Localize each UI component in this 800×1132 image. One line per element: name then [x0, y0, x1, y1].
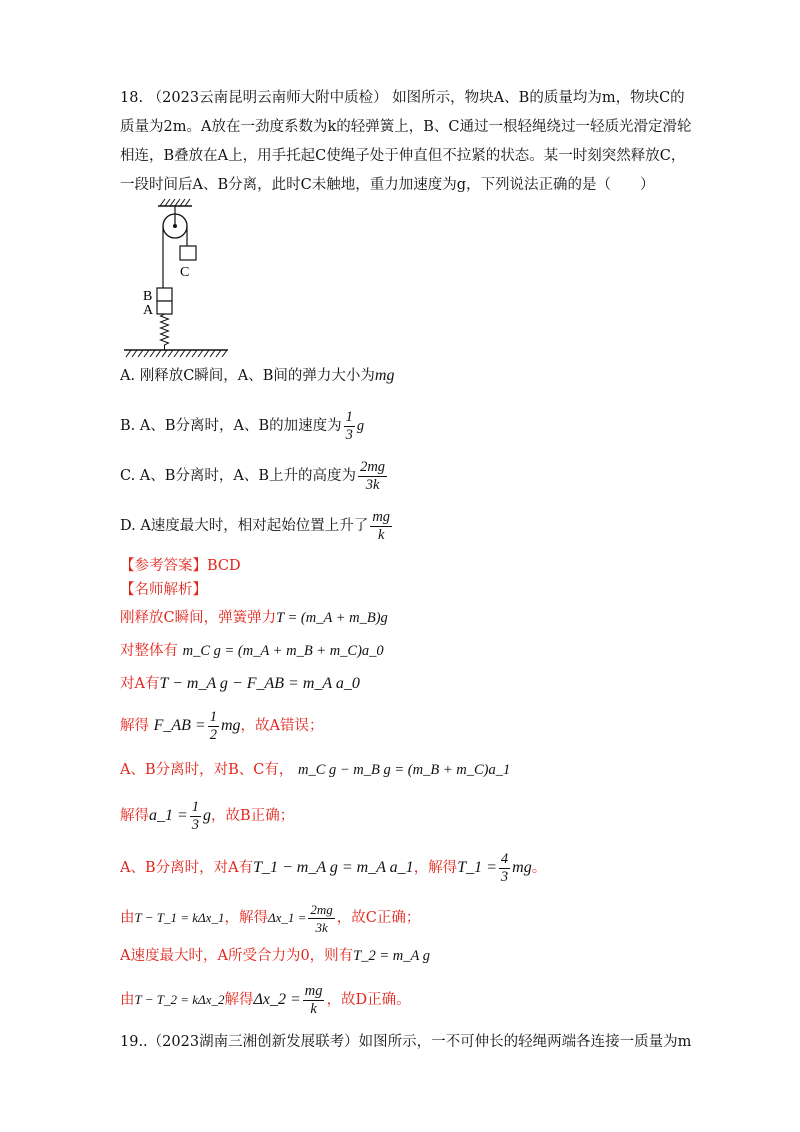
option-a — [120, 366, 394, 386]
step-end: 。 — [531, 860, 547, 876]
step-tail: g — [203, 807, 212, 824]
step-mid: 解得 — [224, 992, 254, 1008]
step-tail: mg — [512, 859, 532, 876]
option-b — [120, 406, 364, 446]
step-math: m_C g = (m_A + m_B + m_C)a_0 — [182, 643, 384, 659]
analysis-step-2 — [120, 641, 384, 661]
option-b-numerator: 1 — [345, 408, 353, 425]
step-text: A、B分离时，对A有 — [120, 860, 254, 876]
analysis-label: 【名师解析】 — [120, 582, 207, 598]
analysis-step-10 — [120, 980, 411, 1020]
option-b-text: B. A、B分离时，A、B的加速度为 — [120, 418, 342, 434]
step-text: 对A有 — [120, 676, 160, 692]
step-lhs: a_1 = — [149, 807, 188, 824]
step-math: m_C g − m_B g = (m_B + m_C)a_1 — [298, 762, 511, 778]
question-number: 18. — [120, 90, 144, 106]
option-c — [120, 456, 389, 496]
label-c: C — [180, 265, 190, 280]
step-text: 由 — [120, 992, 135, 1008]
question-19-line-1: 19..（2023湖南三湘创新发展联考）如图所示，一不可伸长的轻绳两端各连接一质量为m — [120, 1034, 692, 1050]
step-text: 解得 — [120, 808, 149, 824]
step-text: 对整体有 — [120, 643, 178, 659]
step-math: T − m_A g − F_AB = m_A a_0 — [159, 675, 360, 692]
pulley-diagram — [120, 196, 240, 366]
step-lhs: F_AB = — [153, 717, 206, 734]
analysis-step-8 — [120, 898, 420, 938]
question-18-line-2: 质量为2m。A放在一劲度系数为k的轻弹簧上，B、C通过一根轻绳绕过一轻质光滑定滑轮 — [120, 119, 692, 135]
step-numerator: 1 — [209, 708, 217, 725]
option-c-denominator: 3k — [365, 476, 380, 493]
step-end: ，故A错误； — [240, 718, 324, 734]
step-numerator: 4 — [500, 850, 509, 867]
step-text: 由 — [120, 910, 135, 926]
step-denominator: 3k — [315, 919, 328, 935]
analysis-step-1 — [120, 608, 388, 628]
option-c-numerator: 2mg — [360, 458, 386, 475]
option-b-tail: g — [356, 418, 365, 434]
option-d — [120, 506, 394, 546]
question-18-line-3: 相连，B叠放在A上，用手托起C使绳子处于伸直但不拉紧的状态。某一时刻突然释放C， — [120, 148, 686, 164]
option-d-numerator: mg — [372, 508, 391, 525]
step-end: ，故D正确。 — [326, 992, 411, 1008]
pulley-spring-figure — [120, 196, 240, 370]
step-lhs: Δx_2 = — [253, 991, 301, 1008]
step-numerator: mg — [304, 982, 323, 999]
option-a-math: mg — [374, 367, 395, 384]
analysis-step-6 — [120, 796, 294, 836]
question-18-line-4: 一段时间后A、B分离，此时C未触地，重力加速度为g，下列说法正确的是（ ） — [120, 177, 655, 193]
step-tail: mg — [220, 717, 241, 734]
analysis-step-3 — [120, 674, 360, 694]
step-math: T − T_2 = kΔx_2 — [134, 992, 225, 1007]
step-text: A、B分离时，对B、C有， — [120, 762, 294, 778]
step-text: 刚释放C瞬间，弹簧弹力 — [120, 610, 277, 626]
step-lhs: Δx_1 = — [267, 910, 307, 925]
step-math: T_1 − m_A g = m_A a_1 — [253, 859, 414, 876]
step-end: ，故C正确； — [336, 910, 421, 926]
question-source: （2023云南昆明云南师大附中质检） — [147, 90, 388, 106]
option-d-text: D. A速度最大时，相对起始位置上升了 — [120, 518, 369, 534]
step-denominator: k — [310, 1000, 317, 1017]
option-c-text: C. A、B分离时，A、B上升的高度为 — [120, 468, 357, 484]
step-text: A速度最大时，A所受合力为0，则有 — [120, 948, 354, 964]
step-mid: ，解得 — [224, 910, 268, 926]
step-math: T = (m_A + m_B)g — [276, 610, 388, 626]
analysis-step-9 — [120, 946, 430, 966]
step-numerator: 2mg — [310, 901, 333, 917]
option-d-denominator: k — [377, 526, 385, 543]
step-math: T_2 = m_A g — [353, 948, 430, 964]
step-text: 解得 — [120, 718, 149, 734]
step-denominator: 2 — [209, 726, 217, 743]
analysis-step-4 — [120, 706, 324, 746]
question-stem: 如图所示，物块A、B的质量均为m，物块C的 — [392, 90, 685, 106]
answer-label: 【参考答案】BCD — [120, 558, 241, 574]
step-math: T − T_1 = kΔx_1 — [134, 910, 225, 925]
option-b-denominator: 3 — [345, 426, 353, 443]
label-a: A — [143, 303, 154, 318]
step-lhs: T_1 = — [457, 859, 497, 876]
analysis-step-5 — [120, 760, 510, 780]
analysis-step-7 — [120, 848, 546, 888]
step-end: ，故B正确； — [211, 808, 295, 824]
step-mid: ，解得 — [413, 860, 458, 876]
step-numerator: 1 — [191, 798, 200, 815]
step-denominator: 3 — [191, 816, 200, 833]
step-denominator: 3 — [500, 868, 509, 885]
label-b: B — [143, 289, 153, 304]
option-a-text: A. 刚释放C瞬间，A、B间的弹力大小为 — [120, 368, 375, 384]
question-18-line-1 — [120, 88, 685, 108]
